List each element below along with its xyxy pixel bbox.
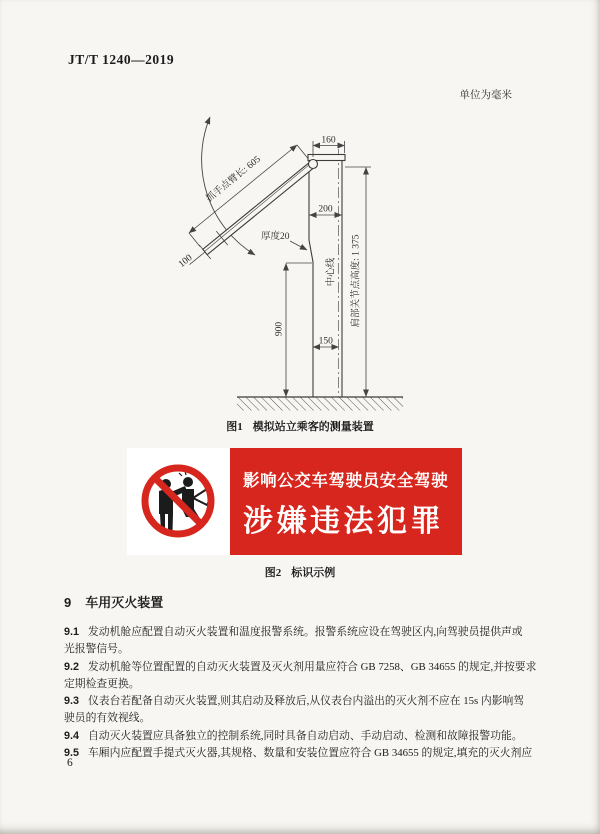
dim-label-150: 150 xyxy=(318,336,333,347)
figure1-caption xyxy=(0,418,600,434)
clause-text: 车厢内应配置手提式灭火器,其规格、数量和安装位置应符合 GB 34655 的规定,填充的灭火剂应 xyxy=(88,747,533,760)
prohibition-pictogram xyxy=(139,462,217,540)
clause-line xyxy=(64,676,538,693)
clause-line xyxy=(64,728,538,745)
section9-number: 9 xyxy=(64,595,72,610)
shoulder-joint xyxy=(309,160,318,169)
figure2-caption-text: 标识示例 xyxy=(291,567,336,579)
figure2-caption-label: 图2 xyxy=(264,567,282,579)
section9-clauses xyxy=(64,624,538,762)
clause-text: 自动灭火装置应具备独立的控制系统,同时具备自动启动、手动启动、检测和故障报警功能。 xyxy=(88,729,523,742)
center-line-label: 中心线 xyxy=(326,257,337,287)
clause-line xyxy=(64,659,538,676)
clause-text: 仪表台若配备自动灭火装置,则其启动及释放后,从仪表台内溢出的灭火剂不应在 15s 内影响驾 xyxy=(88,695,525,708)
dim-900 xyxy=(286,263,312,397)
sign-red-panel xyxy=(230,448,462,555)
clause-line xyxy=(64,641,538,658)
standard-number-header: JT/T 1240—2019 xyxy=(68,52,175,67)
clause-line xyxy=(64,624,538,641)
section9-title: 车用灭火装置 xyxy=(85,595,164,610)
clause-line xyxy=(64,693,538,710)
clause-text: 驶员的有效视线。 xyxy=(64,712,151,725)
clause-text: 发动机舱应配置自动灭火装置和温度报警系统。报警系统应设在驾驶区内,向驾驶员提供声或 xyxy=(88,626,523,638)
clause-number: 9.3 xyxy=(64,695,80,708)
clause-number: 9.2 xyxy=(64,660,80,673)
figure2-caption xyxy=(0,564,600,580)
unit-note: 单位为毫米 xyxy=(459,90,512,101)
warning-sign xyxy=(127,448,462,555)
clause-text: 定期检查更换。 xyxy=(64,677,140,690)
sign-text-line2: 涉嫌违法犯罪 xyxy=(243,505,444,538)
dim-label-200: 200 xyxy=(318,204,333,215)
sign-text-line1: 影响公交车驾驶员安全驾驶 xyxy=(243,472,449,490)
clause-number: 9.1 xyxy=(64,626,80,638)
dim-label-900: 900 xyxy=(274,321,285,337)
clause-number: 9.4 xyxy=(64,729,80,742)
figure1-caption-text: 模拟站立乘客的测量装置 xyxy=(252,421,374,433)
clause-text: 发动机舱等位置配置的自动灭火装置及灭火剂用量应符合 GB 7258、GB 34655 的规定,并按要求 xyxy=(88,660,537,673)
clause-number: 9.5 xyxy=(64,747,80,760)
clause-text: 光报警信号。 xyxy=(64,643,129,656)
thickness-leader xyxy=(290,241,307,250)
dim-label-arm-length: 抓手点臂长: 605 xyxy=(204,154,263,205)
dim-label-160: 160 xyxy=(321,135,336,146)
section9-heading xyxy=(64,592,163,611)
dim-label-thickness: 厚度20 xyxy=(261,232,290,242)
dim-label-shoulder-height: 肩部关节点高度: 1 375 xyxy=(351,234,362,328)
page-number: 6 xyxy=(67,757,73,769)
ground-hatch xyxy=(237,398,403,411)
figure1-diagram xyxy=(140,105,420,415)
clause-line xyxy=(64,745,538,762)
figure1-caption-label: 图1 xyxy=(226,421,243,433)
clause-line xyxy=(64,710,538,727)
dim-label-100: 100 xyxy=(177,253,195,270)
